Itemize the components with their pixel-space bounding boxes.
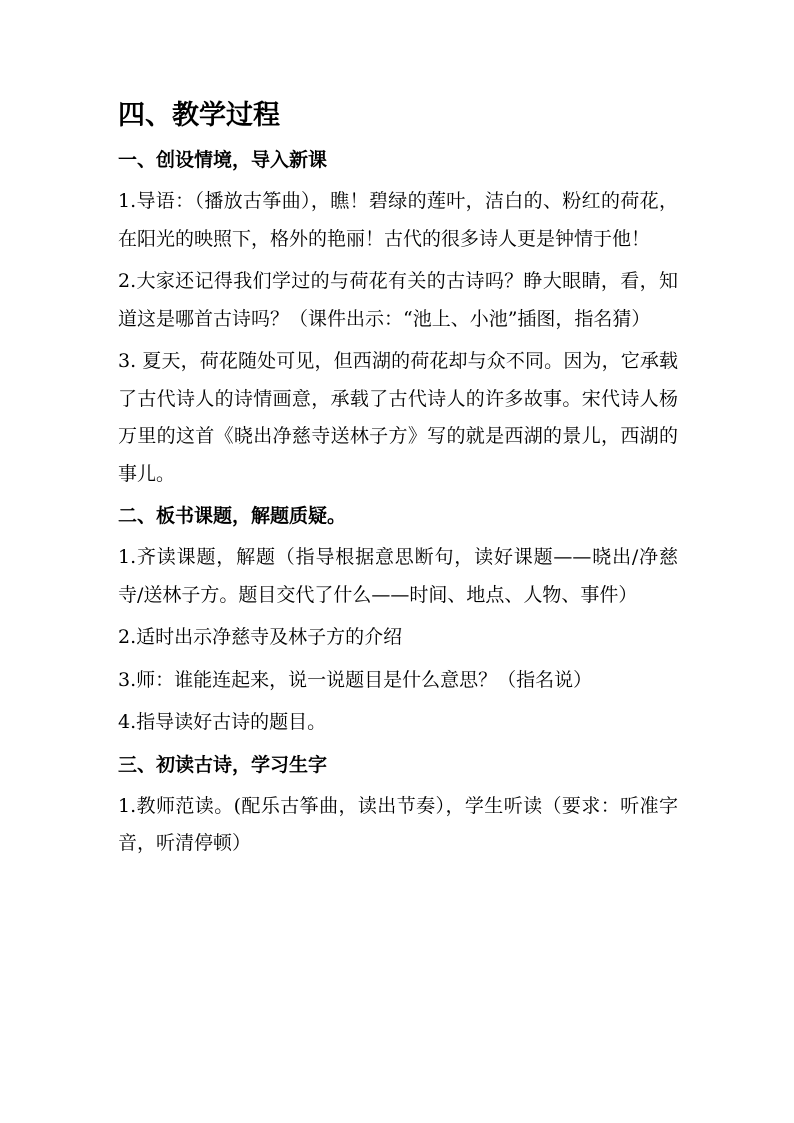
paragraph: 1.齐读课题，解题（指导根据意思断句，读好课题——晓出/净慈寺/送林子方。题目交代了什么——时间、地点、人物、事件） (118, 546, 678, 606)
paragraph: 3.师：谁能连起来，说一说题目是什么意思？（指名说） (118, 668, 593, 691)
section-heading: 一、创设情境，导入新课 (118, 149, 328, 171)
section-heading: 二、板书课题，解题质疑。 (118, 505, 347, 527)
section-3 (118, 747, 678, 863)
paragraph: 4.指导读好古诗的题目。 (118, 711, 327, 733)
paragraph: 1.教师范读。(配乐古筝曲，读出节奏），学生听读（要求：听准字音，听清停顿） (118, 794, 678, 854)
paragraph: 2.适时出示净慈寺及林子方的介绍 (118, 626, 403, 648)
main-title: 四、教学过程 (118, 100, 280, 131)
paragraph: 3. 夏天，荷花随处可见，但西湖的荷花却与众不同。因为，它承载了古代诗人的诗情画意，承载了古代诗人的许多故事。宋代诗人杨万里的这首《晓出净慈寺送林子方》写的就是西湖的景儿，西湖的事儿。 (118, 350, 678, 485)
document-body (118, 96, 678, 868)
paragraph: 1.导语：（播放古筝曲），瞧！碧绿的莲叶，洁白的、粉红的荷花，在阳光的映照下，格外的艳丽！古代的很多诗人更是钟情于他！ (118, 190, 678, 250)
section-heading: 三、初读古诗，学习生字 (118, 753, 328, 776)
section-2 (118, 498, 678, 742)
section-1 (118, 142, 678, 493)
paragraph: 2.大家还记得我们学过的与荷花有关的古诗吗？睁大眼睛，看，知道这是哪首古诗吗？（课件出示：“池上、小池”插图，指名猜） (118, 270, 678, 330)
